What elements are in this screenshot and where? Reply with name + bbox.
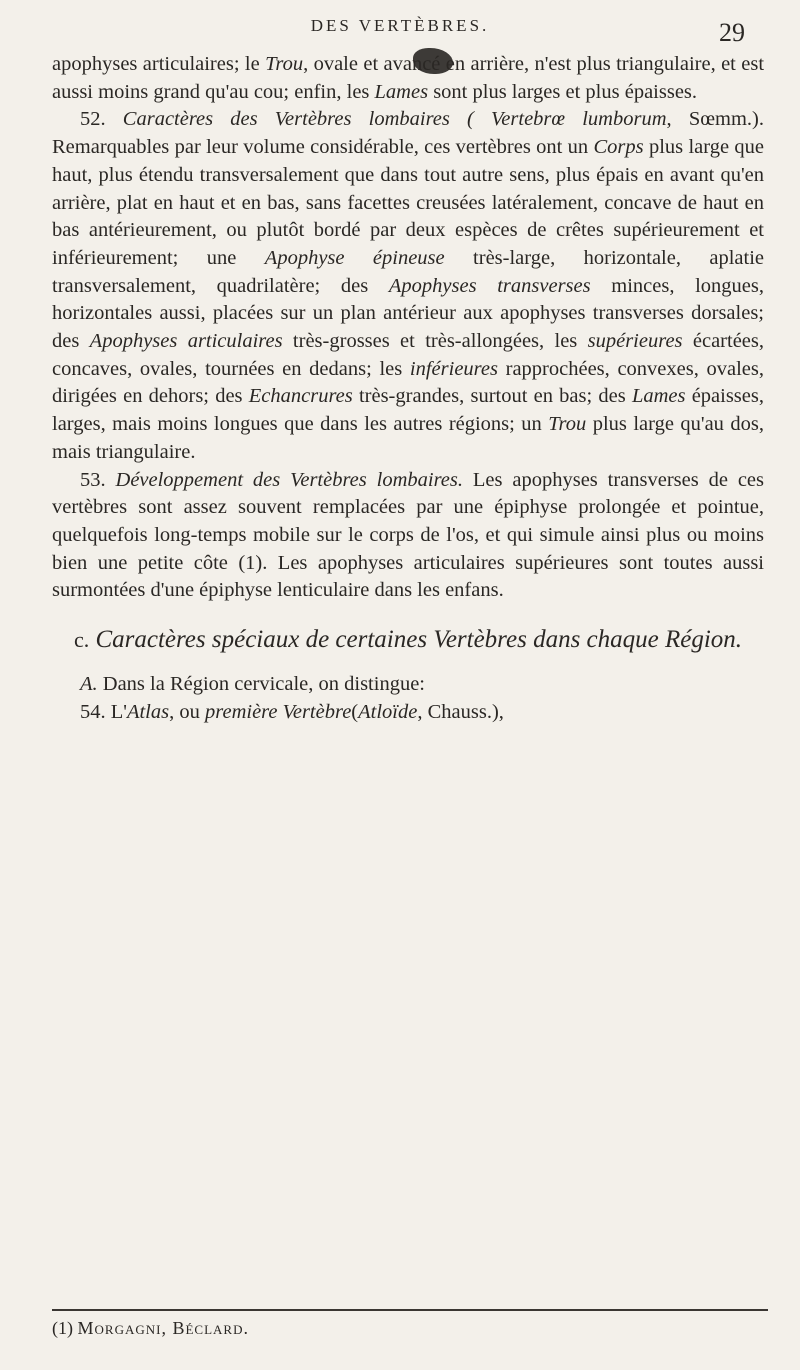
text-run: minces, longues, horizontales aussi, placées sur un plan antérieur aux apophyses transverses dorsales; des	[52, 274, 765, 353]
italic-term: première Vertèbre	[205, 700, 352, 723]
italic-term: Echancrures	[248, 385, 353, 408]
italic-term: Corps	[593, 136, 644, 159]
text-run: , ou	[169, 700, 205, 723]
italic-heading: Caractères des Vertèbres lombaires ( Vertebrœ lumborum	[122, 108, 667, 131]
text-run: , Chauss.),	[417, 700, 504, 723]
text-run: plus large qu'au dos, mais triangulaire.	[52, 413, 764, 463]
text-run: Dans la Région cervicale, on distingue:	[97, 673, 425, 696]
paragraph-53	[52, 467, 764, 606]
italic-heading: Développement des Vertèbres lombaires.	[115, 468, 464, 491]
italic-term: Atlas	[126, 700, 170, 723]
text-run: rapprochées, convexes, ovales, dirigées en dehors; des	[52, 357, 764, 408]
paragraph-continuation	[52, 51, 764, 106]
footnote-marker: (1)	[52, 1318, 78, 1338]
italic-term: Trou	[265, 53, 304, 75]
text-run: écartées, concaves, ovales, tournées en dedans; les	[52, 330, 764, 380]
italic-term: supérieures	[587, 330, 683, 353]
section-letter: c.	[73, 627, 90, 653]
text-run: Les apophyses transverses de ces vertèbres sont assez souvent remplacées par une épiphyse prolongée et pointue, quelquefois long-temps mobile sur le corps de l'os, et qui simule ainsi plus ou moins bien une petite côte (1). Les apophyses articulaires supérieures sont toutes aussi surmontées d'une épiphyse lenticulaire dans les enfans.	[52, 468, 765, 602]
italic-term: Apophyses transverses	[388, 274, 591, 297]
italic-term: inférieures	[409, 357, 498, 380]
italic-term: Apophyse épineuse	[264, 246, 445, 269]
footnote	[52, 1316, 764, 1340]
section-title: Caractères spéciaux de certaines Vertèbres dans chaque Région.	[95, 626, 743, 654]
text-run: , ovale et avancé en arrière, n'est plus triangulaire, et est aussi moins grand qu'au cou; enfin, les	[52, 53, 765, 103]
italic-term: Apophyses articulaires	[89, 330, 283, 353]
text-run: , Sœmm.). Remarquables par leur volume considérable, ces vertèbres ont un	[52, 108, 764, 159]
running-title: DES VERTÈBRES.	[310, 16, 490, 35]
paragraph-cervical	[52, 671, 764, 699]
section-heading	[52, 623, 764, 657]
text-run: très-grandes, surtout en bas; des	[352, 385, 632, 408]
text-run: apophyses articulaires; le	[52, 53, 266, 75]
page-number: 29	[719, 18, 745, 47]
text-run: très-large, horizontale, aplatie transversalement, quadrilatère; des	[52, 246, 765, 297]
paragraph-number: 53.	[80, 468, 116, 491]
text-run: 54. L'	[80, 700, 127, 723]
text-run: sont plus larges et plus épaisses.	[428, 80, 698, 103]
paragraph-number: 52.	[80, 108, 123, 131]
text-run: plus large que haut, plus étendu transversalement que dans tout autre sens, plus épais en avant qu'en arrière, plat en haut et en bas, sans facettes creusées latéralement, concave de haut en bas antérieurement, ou plutôt bordé par deux espèces de crêtes supérieurement et inférieurement; une	[52, 136, 765, 269]
italic-term: Lames	[631, 385, 686, 408]
text-run: (	[351, 700, 359, 723]
paragraph-52	[52, 106, 764, 466]
footnote-text: Morgagni, Béclard.	[77, 1318, 249, 1338]
italic-term: Trou	[548, 413, 587, 436]
italic-term: Atloïde	[358, 700, 418, 723]
italic-term: Lames	[374, 80, 429, 103]
text-run: épaisses, larges, mais moins longues que dans les autres régions; un	[52, 385, 764, 436]
text-run: très-grosses et très-allongées, les	[282, 330, 588, 353]
paragraph-54	[52, 699, 764, 727]
subsection-letter: A.	[80, 673, 98, 696]
body-text	[52, 51, 764, 726]
page-header	[0, 6, 800, 46]
footnote-divider	[52, 1309, 768, 1311]
